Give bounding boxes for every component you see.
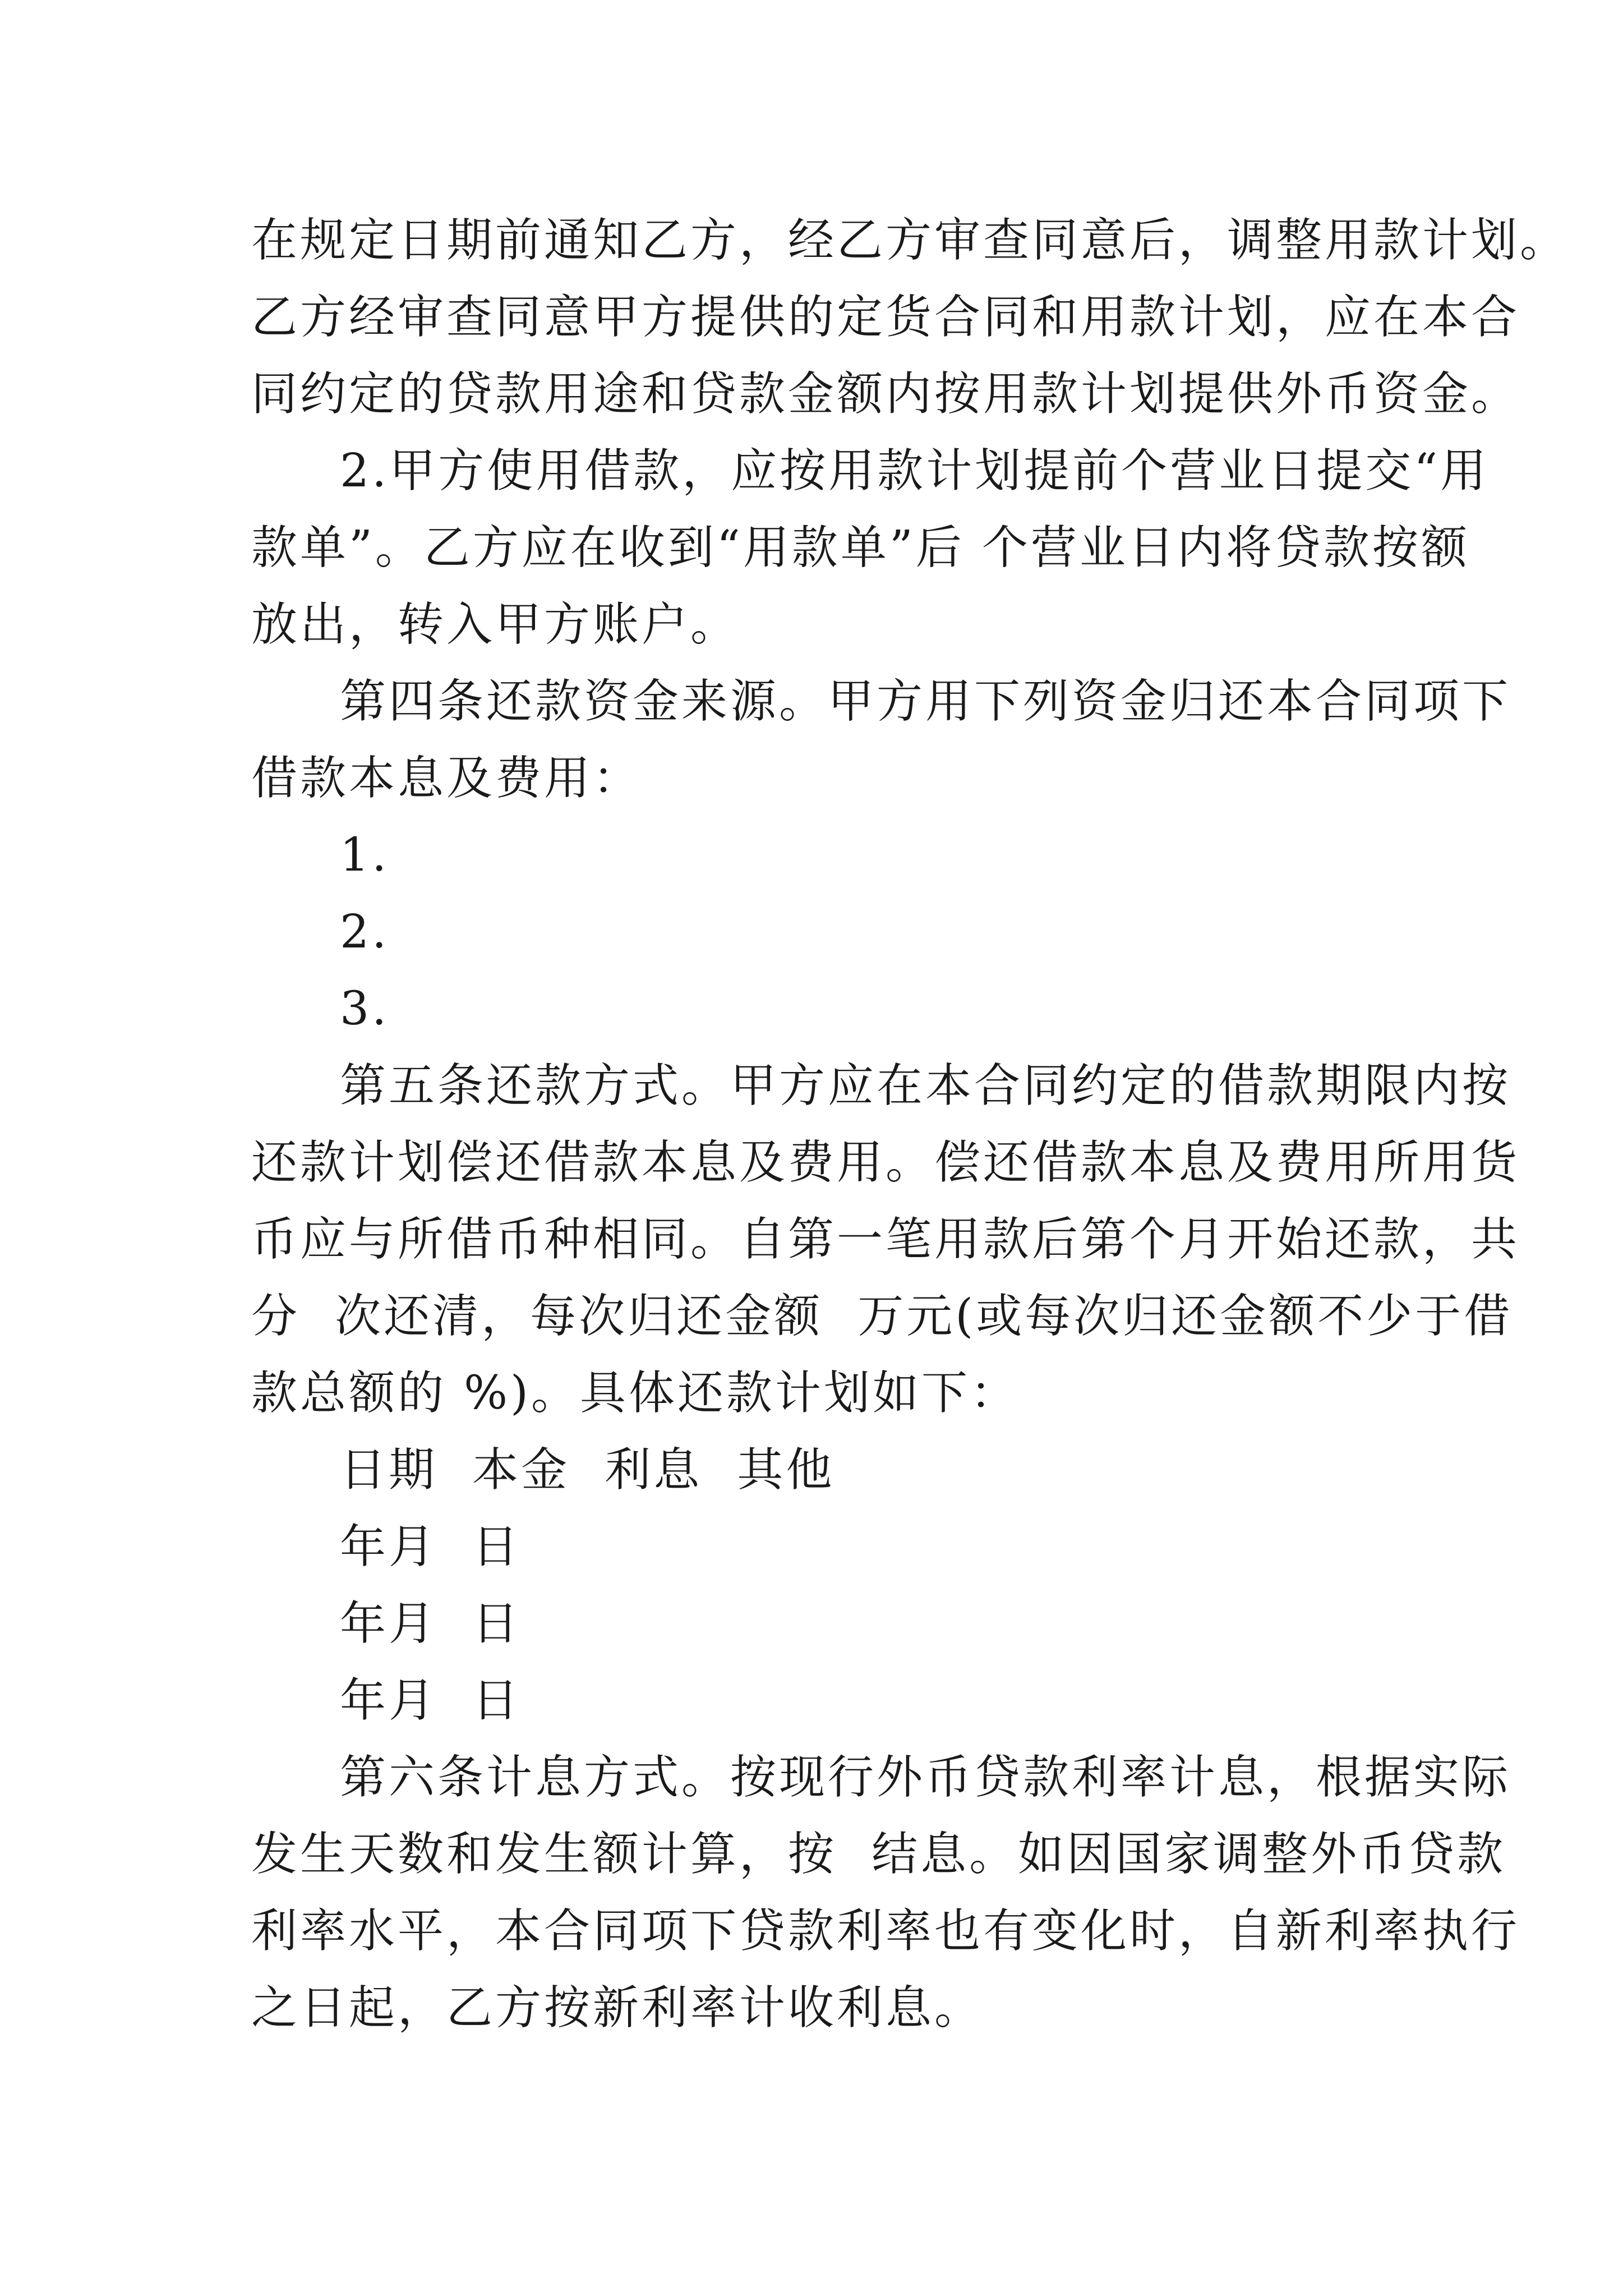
text-line: 在规定日期前通知乙方，经乙方审查同意后，调整用款计划。: [251, 214, 1569, 267]
text-line: 同约定的贷款用途和贷款金额内按用款计划提供外币资金。: [251, 367, 1520, 421]
text-line: 乙方经审查同意甲方提供的定货合同和用款计划，应在本合: [251, 291, 1520, 344]
schedule-header: 日期 本金 利息 其他: [340, 1443, 835, 1497]
text-line: 借款本息及费用：: [251, 752, 642, 805]
article-5-heading: 第五条还款方式。甲方应在本合同约定的借款期限内按: [340, 1059, 1511, 1112]
schedule-row: 年月 日: [340, 1597, 522, 1650]
schedule-row: 年月 日: [340, 1520, 522, 1573]
text-line: 分 次还清，每次归还金额 万元(或每次归还金额不少于借: [251, 1290, 1513, 1343]
text-line: 还款计划偿还借款本息及费用。偿还借款本息及费用所用货: [251, 1136, 1520, 1189]
text-line: 款单”。乙方应在收到“用款单”后 个营业日内将贷款按额: [251, 521, 1470, 574]
text-line: 款总额的 %)。具体还款计划如下：: [251, 1366, 1019, 1420]
list-item: 3.: [340, 982, 390, 1036]
list-item: 1.: [340, 829, 390, 882]
text-line: 币应与所借币种相同。自第一笔用款后第个月开始还款，共: [251, 1213, 1520, 1266]
contract-body: [251, 202, 1569, 2046]
article-4-heading: 第四条还款资金来源。甲方用下列资金归还本合同项下: [340, 675, 1511, 728]
article-6-heading: 第六条计息方式。按现行外币贷款利率计息，根据实际: [340, 1751, 1511, 1804]
text-line: 2.甲方使用借款，应按用款计划提前个营业日提交“用: [340, 444, 1490, 498]
text-line: 放出，转入甲方账户。: [251, 598, 740, 651]
schedule-row: 年月 日: [340, 1674, 522, 1727]
list-item: 2.: [340, 905, 390, 959]
text-line: 发生天数和发生额计算，按 结息。如因国家调整外币贷款: [251, 1828, 1506, 1881]
text-line: 之日起，乙方按新利率计收利息。: [251, 1981, 984, 2035]
text-line: 利率水平，本合同项下贷款利率也有变化时，自新利率执行: [251, 1904, 1520, 1958]
